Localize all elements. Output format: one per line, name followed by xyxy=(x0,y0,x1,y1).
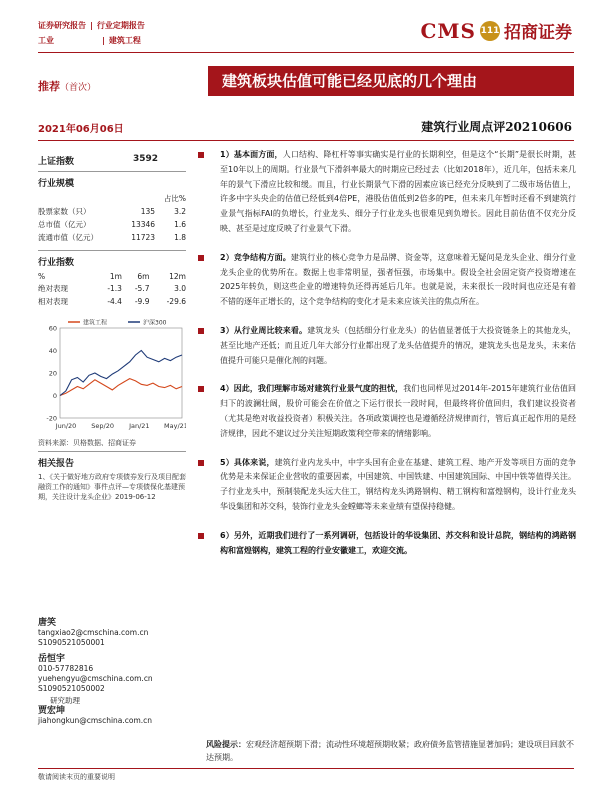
main-content xyxy=(196,148,576,572)
index-chart-svg xyxy=(38,314,186,436)
analyst-email[interactable]: tangxiao2@cmschina.com.cn xyxy=(38,628,149,637)
x-tick-label: Jun/20 xyxy=(55,422,77,430)
analyst-name: 唐笑 xyxy=(38,618,57,628)
header-divider xyxy=(38,52,574,53)
table-row: 总市值（亿元） 13346 1.6 xyxy=(38,220,186,229)
title-divider xyxy=(38,140,574,141)
analyst-email[interactable]: yuehengyu@cmschina.com.cn xyxy=(38,674,153,683)
analyst-phone: 010-57782816 xyxy=(38,664,94,673)
bullet-icon xyxy=(198,533,204,539)
perf-heading: 行业指数 xyxy=(38,258,75,268)
report-category: 证券研究报告 | 行业定期报告 工业 | 建筑工程 xyxy=(38,18,145,48)
assistant-email[interactable]: jiahongkun@cmschina.com.cn xyxy=(38,716,153,725)
table-row: 流通市值（亿元） 11723 1.8 xyxy=(38,233,186,242)
table-row: 绝对表现 -1.3 -5.7 3.0 xyxy=(38,284,186,293)
related-report-link[interactable]: 1、《关于做好地方政府专项债券发行及项目配套融资工作的通知》事件点评—专项债保化基建预期，关注设计龙头企业》2019-06-12 xyxy=(38,473,186,501)
table-row: 股票家数（只） 135 3.2 xyxy=(38,207,186,216)
bullet-icon xyxy=(198,328,204,334)
bullet-icon xyxy=(198,152,204,158)
analysts xyxy=(38,612,186,726)
scale-heading: 行业规模 xyxy=(38,179,75,189)
legend-label: 沪深300 xyxy=(143,319,167,327)
point-3: 3）从行业周比较来看。建筑龙头（包括细分行业龙头）的估值显著低于大投资链条上的其他龙头，甚至比地产还低；而且近几年大部分行业都出现了龙头估值提升的情况，建筑龙头也是龙头，未来估值提升可能只是催化剂的问题。 xyxy=(196,324,576,368)
x-tick-label: Jan/21 xyxy=(129,422,150,430)
sidebar xyxy=(38,152,186,502)
point-6: 6）另外，近期我们进行了一系列调研，包括设计的华设集团、苏交科和设计总院，钢结构的鸿路钢构和富煌钢构，建筑工程的行业安徽建工，欢迎交流。 xyxy=(196,529,576,559)
y-tick-label: 20 xyxy=(48,369,57,378)
point-5: 5）具体来说，建筑行业内龙头中，中字头国有企业在基建、建筑工程、地产开发等项目方面的竞争优势是未来保证企业营收的重要因素，中国建筑、中国铁建、中国建筑国际、中国中铁等值得关注。子行业龙头中，预制装配龙头远大住工，钢结构龙头鸿路钢构、精工钢构和富煌钢构，设计行业龙头华设集团和苏交科，装饰行业龙头金螳螂等未来业绩有望保持稳健。 xyxy=(196,456,576,515)
index-chart xyxy=(38,314,186,436)
bullet-icon xyxy=(198,386,204,392)
x-tick-label: Sep/20 xyxy=(91,422,115,430)
series-line-1 xyxy=(60,379,182,396)
assistant-name: 贾宏坤 xyxy=(38,706,66,716)
tag-subindustry: 建筑工程 xyxy=(108,36,141,45)
related-heading: 相关报告 xyxy=(38,459,75,469)
tag-research: 证券研究报告 xyxy=(38,21,86,30)
analyst-id: S1090521050001 xyxy=(38,638,105,647)
y-tick-label: -20 xyxy=(46,414,57,423)
index-row: 上证指数 3592 xyxy=(38,154,158,167)
y-tick-label: 0 xyxy=(52,392,57,400)
bullet-icon xyxy=(198,255,204,261)
footer-divider xyxy=(38,768,574,769)
point-1: 1）基本面方面，人口结构、降杠杆等事实确实是行业的长期利空，但是这个“长期”是很长时期，甚至10年以上的周期。行业景气下滑斜率最大的时期应已经过去（比如2018年），近几年，包括未来几年的景气下滑应比较和缓。而且，行业长期景气下滑的因素应该已经充分反映到了二级市场估值上，许多中字头央企的估值已经低到4倍PE，港股估值低到2倍多的PE，但未来几年暂时还看不到建筑行业景气指标FAI的负增长，行业龙头、细分子行业龙头也很难见到负增长。因此目前估值不仅充分反映、甚至是过度反映了行业景气下滑。 xyxy=(196,148,576,237)
cms-logo: CMS 111 招商证券 xyxy=(420,18,572,43)
report-date: 2021年06月06日 xyxy=(38,124,124,135)
analyst-id: S1090521050002 xyxy=(38,684,105,693)
analyst-name: 岳恒宇 xyxy=(38,654,66,664)
risk-warning: 风险提示：宏观经济超预期下滑；流动性环境超预期收紧；政府债务监管措施显著加码；建设项目回款不达预期。 xyxy=(206,740,574,762)
scale-table: 占比% 股票家数（只） 135 3.2 总市值（亿元） 13346 1.6 流通市值（亿元） 11723 1.8 xyxy=(38,194,186,242)
series-line-2 xyxy=(60,351,182,396)
report-headline: 建筑板块估值可能已经见底的几个理由 xyxy=(208,66,574,96)
tag-industry: 工业 xyxy=(38,36,54,45)
bullet-icon xyxy=(198,460,204,466)
point-4: 4）因此，我们理解市场对建筑行业景气度的担忧，我们也同样见过2014年-2015年建筑行业估值回归下的波澜壮阔，股价可能会在价值之下运行很长一段时间，但最终将价值回归，我们建议投资者（尤其是绝对收益投资者）积极关注。各项政策调控也是遵循经济规律而行，管后真正起作用的是经济规律，因此不建议过分关注短期政策利空带来的情绪影响。 xyxy=(196,382,576,441)
y-tick-label: 40 xyxy=(48,347,57,355)
perf-table: % 1m 6m 12m 绝对表现 -1.3 -5.7 3.0 相对表现 -4.4 -9.9 -29.6 xyxy=(38,272,186,306)
logo-coin-icon: 111 xyxy=(480,21,500,41)
tag-periodic: 行业定期报告 xyxy=(96,21,145,30)
legend-label: 建筑工程 xyxy=(83,319,108,327)
x-tick-label: May/21 xyxy=(164,422,186,430)
plot-frame xyxy=(60,328,182,418)
table-row: 相对表现 -4.4 -9.9 -29.6 xyxy=(38,297,186,306)
assistant-role: 研究助理 xyxy=(50,696,80,705)
rating: 推荐（首次） xyxy=(38,80,97,93)
report-title: 建筑行业周点评20210606 xyxy=(421,120,572,134)
footer-note: 敬请阅读末页的重要说明 xyxy=(38,773,115,781)
chart-source: 资料来源：贝格数据、招商证券 xyxy=(38,439,136,447)
y-tick-label: 60 xyxy=(48,324,57,333)
point-2: 2）竞争结构方面。建筑行业的核心竞争力是品牌、资金等，这意味着无疑问是龙头企业、细分行业龙头企业的优势所在。数据上也非常明显，强者恒强，市场集中。假设全社会固定资产投资增速在2025年转负，则这些企业的增速特负还得再延后几年。也就是说，未来很长一段时间也应还是有着不错的逐年正增长的，这个竞争结构的变化才是未来应该关注的焦点所在。 xyxy=(196,251,576,310)
